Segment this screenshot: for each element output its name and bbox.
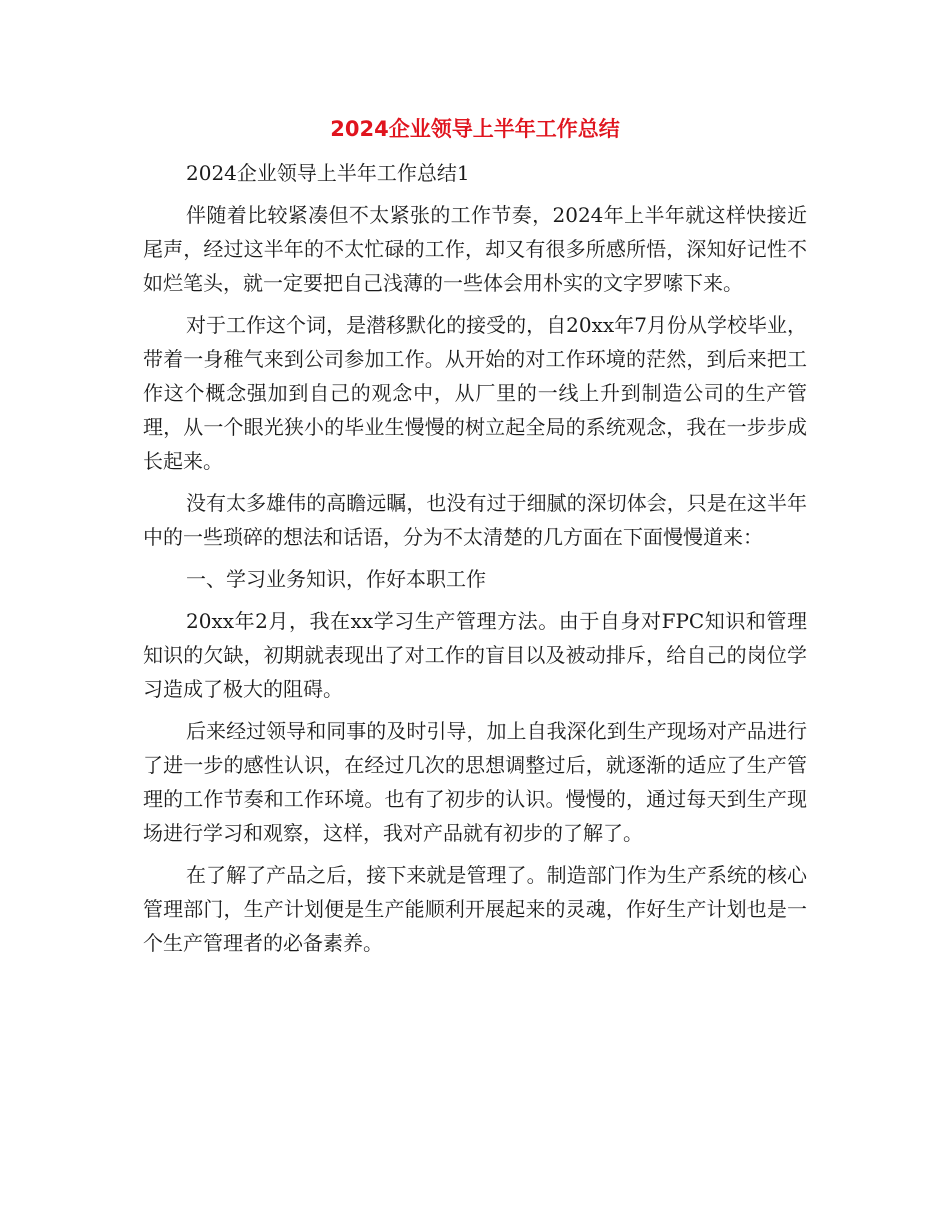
document-body [143,156,807,968]
paragraph: 伴随着比较紧凑但不太紧张的工作节奏，2024年上半年就这样快接近尾声，经过这半年的不太忙碌的工作，却又有很多所感所悟，深知好记性不如烂笔头，就一定要把自己浅薄的一些体会用朴实的文字罗嗦下来。 [143,203,807,295]
paragraph: 在了解了产品之后，接下来就是管理了。制造部门作为生产系统的核心管理部门，生产计划便是生产能顺利开展起来的灵魂，作好生产计划也是一个生产管理者的必备素养。 [143,863,807,955]
subsection-heading: 一、学习业务知识，作好本职工作 [186,567,486,591]
paragraph: 后来经过领导和同事的及时引导，加上自我深化到生产现场对产品进行了进一步的感性认识，在经过几次的思想调整过后，就逐渐的适应了生产管理的工作节奏和工作环境。也有了初步的认识。慢慢的，通过每天到生产现场进行学习和观察，这样，我对产品就有初步的了解了。 [143,719,807,845]
paragraph: 20xx年2月，我在xx学习生产管理方法。由于自身对FPC知识和管理知识的欠缺，初期就表现出了对工作的盲目以及被动排斥，给自己的岗位学习造成了极大的阻碍。 [143,609,807,701]
section-heading: 2024企业领导上半年工作总结1 [186,161,470,185]
document-title: 2024企业领导上半年工作总结 [330,117,620,141]
paragraph: 没有太多雄伟的高瞻远瞩，也没有过于细腻的深切体会，只是在这半年中的一些琐碎的想法和话语，分为不太清楚的几方面在下面慢慢道来： [143,491,807,549]
paragraph: 对于工作这个词，是潜移默化的接受的，自20xx年7月份从学校毕业，带着一身稚气来到公司参加工作。从开始的对工作环境的茫然，到后来把工作这个概念强加到自己的观念中，从厂里的一线上升到制造公司的生产管理，从一个眼光狭小的毕业生慢慢的树立起全局的系统观念，我在一步步成长起来。 [143,313,807,473]
